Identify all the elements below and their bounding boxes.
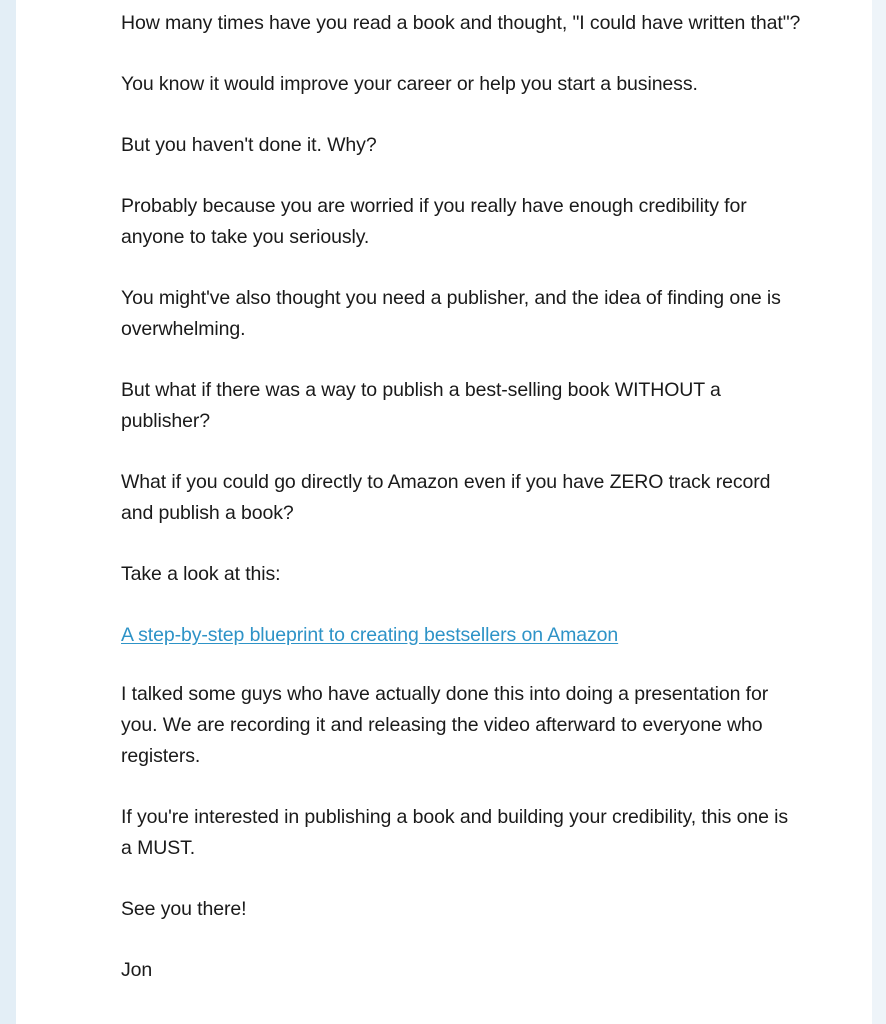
signature: Jon — [121, 959, 153, 981]
paragraph-see-you: See you there! — [121, 898, 247, 920]
paragraph-credibility: Probably because you are worried if you really have enough credibility for anyone to take you seriously. — [121, 195, 747, 248]
right-gutter — [872, 0, 886, 1024]
paragraph-must: If you're interested in publishing a book and building your credibility, this one is a MUST. — [121, 806, 789, 859]
email-content — [121, 8, 801, 1016]
paragraph-without-publisher: But what if there was a way to publish a best-selling book WITHOUT a publisher? — [121, 379, 721, 432]
paragraph-take-a-look: Take a look at this: — [121, 563, 281, 585]
paragraph-career: You know it would improve your career or help you start a business. — [121, 73, 698, 95]
paragraph-intro: How many times have you read a book and thought, "I could have written that"? — [121, 12, 801, 34]
paragraph-publisher: You might've also thought you need a publisher, and the idea of finding one is overwhelming. — [121, 287, 781, 340]
link-paragraph — [121, 620, 801, 651]
email-body — [16, 0, 872, 1024]
left-gutter — [0, 0, 16, 1024]
blueprint-link[interactable]: A step-by-step blueprint to creating bestsellers on Amazon — [121, 624, 619, 646]
paragraph-presentation: I talked some guys who have actually done this into doing a presentation for you. We are recording it and releasing the video afterward to everyone who registers. — [121, 683, 769, 767]
paragraph-why: But you haven't done it. Why? — [121, 134, 377, 156]
paragraph-amazon: What if you could go directly to Amazon even if you have ZERO track record and publish a book? — [121, 471, 771, 524]
